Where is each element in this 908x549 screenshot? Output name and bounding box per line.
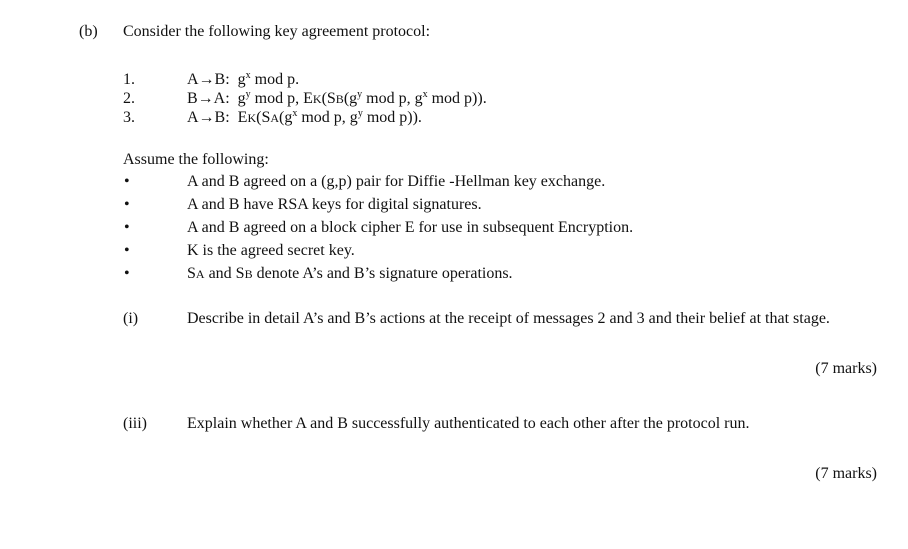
- part-label: (b): [79, 23, 98, 40]
- bullet: •: [124, 219, 130, 236]
- part-intro: Consider the following key agreement protocol:: [123, 23, 431, 40]
- question-2-marks: (7 marks): [815, 465, 877, 482]
- bullet: •: [124, 196, 130, 213]
- protocol-step-3-number: 3.: [123, 109, 135, 126]
- protocol-step-1-flow: A→B:: [187, 71, 230, 88]
- assumption-item-4: K is the agreed secret key.: [187, 242, 355, 259]
- question-1-text: Describe in detail A’s and B’s actions at the receipt of messages 2 and 3 and their belief at that stage.: [187, 310, 830, 327]
- protocol-step-2: B→A: $g^y$ mod p, $EK(SB(g^y$ mod p, $g^x$ mod p)).: [187, 89, 487, 107]
- assumptions-heading: Assume the following:: [123, 151, 269, 168]
- protocol-step-1: A→B: $g^x$ mod p.: [187, 70, 300, 88]
- bullet: •: [124, 265, 130, 282]
- protocol-step-3: A→B: $EK(SA(g^x$ mod p, $g^y$ mod p)).: [187, 108, 422, 126]
- question-1-marks: (7 marks): [815, 360, 877, 377]
- question-2-label: (iii): [123, 415, 147, 432]
- bullet: •: [124, 242, 130, 259]
- bullet: •: [124, 173, 130, 190]
- assumption-item-2: A and B have RSA keys for digital signatures.: [187, 196, 482, 213]
- protocol-step-2-number: 2.: [123, 90, 135, 107]
- assumption-item-3: A and B agreed on a block cipher E for use in subsequent Encryption.: [187, 219, 634, 236]
- protocol-step-3-flow: A→B:: [187, 109, 230, 126]
- protocol-step-1-number: 1.: [123, 71, 135, 88]
- protocol-step-2-flow: B→A:: [187, 90, 230, 107]
- question-1-label: (i): [123, 310, 139, 327]
- question-2-text: Explain whether A and B successfully authenticated to each other after the protocol run.: [187, 415, 750, 432]
- assumption-item-1: A and B agreed on a (g,p) pair for Diffie -Hellman key exchange.: [187, 173, 606, 190]
- assumption-item-5: SA and SB denote A’s and B’s signature operations.: [187, 265, 513, 282]
